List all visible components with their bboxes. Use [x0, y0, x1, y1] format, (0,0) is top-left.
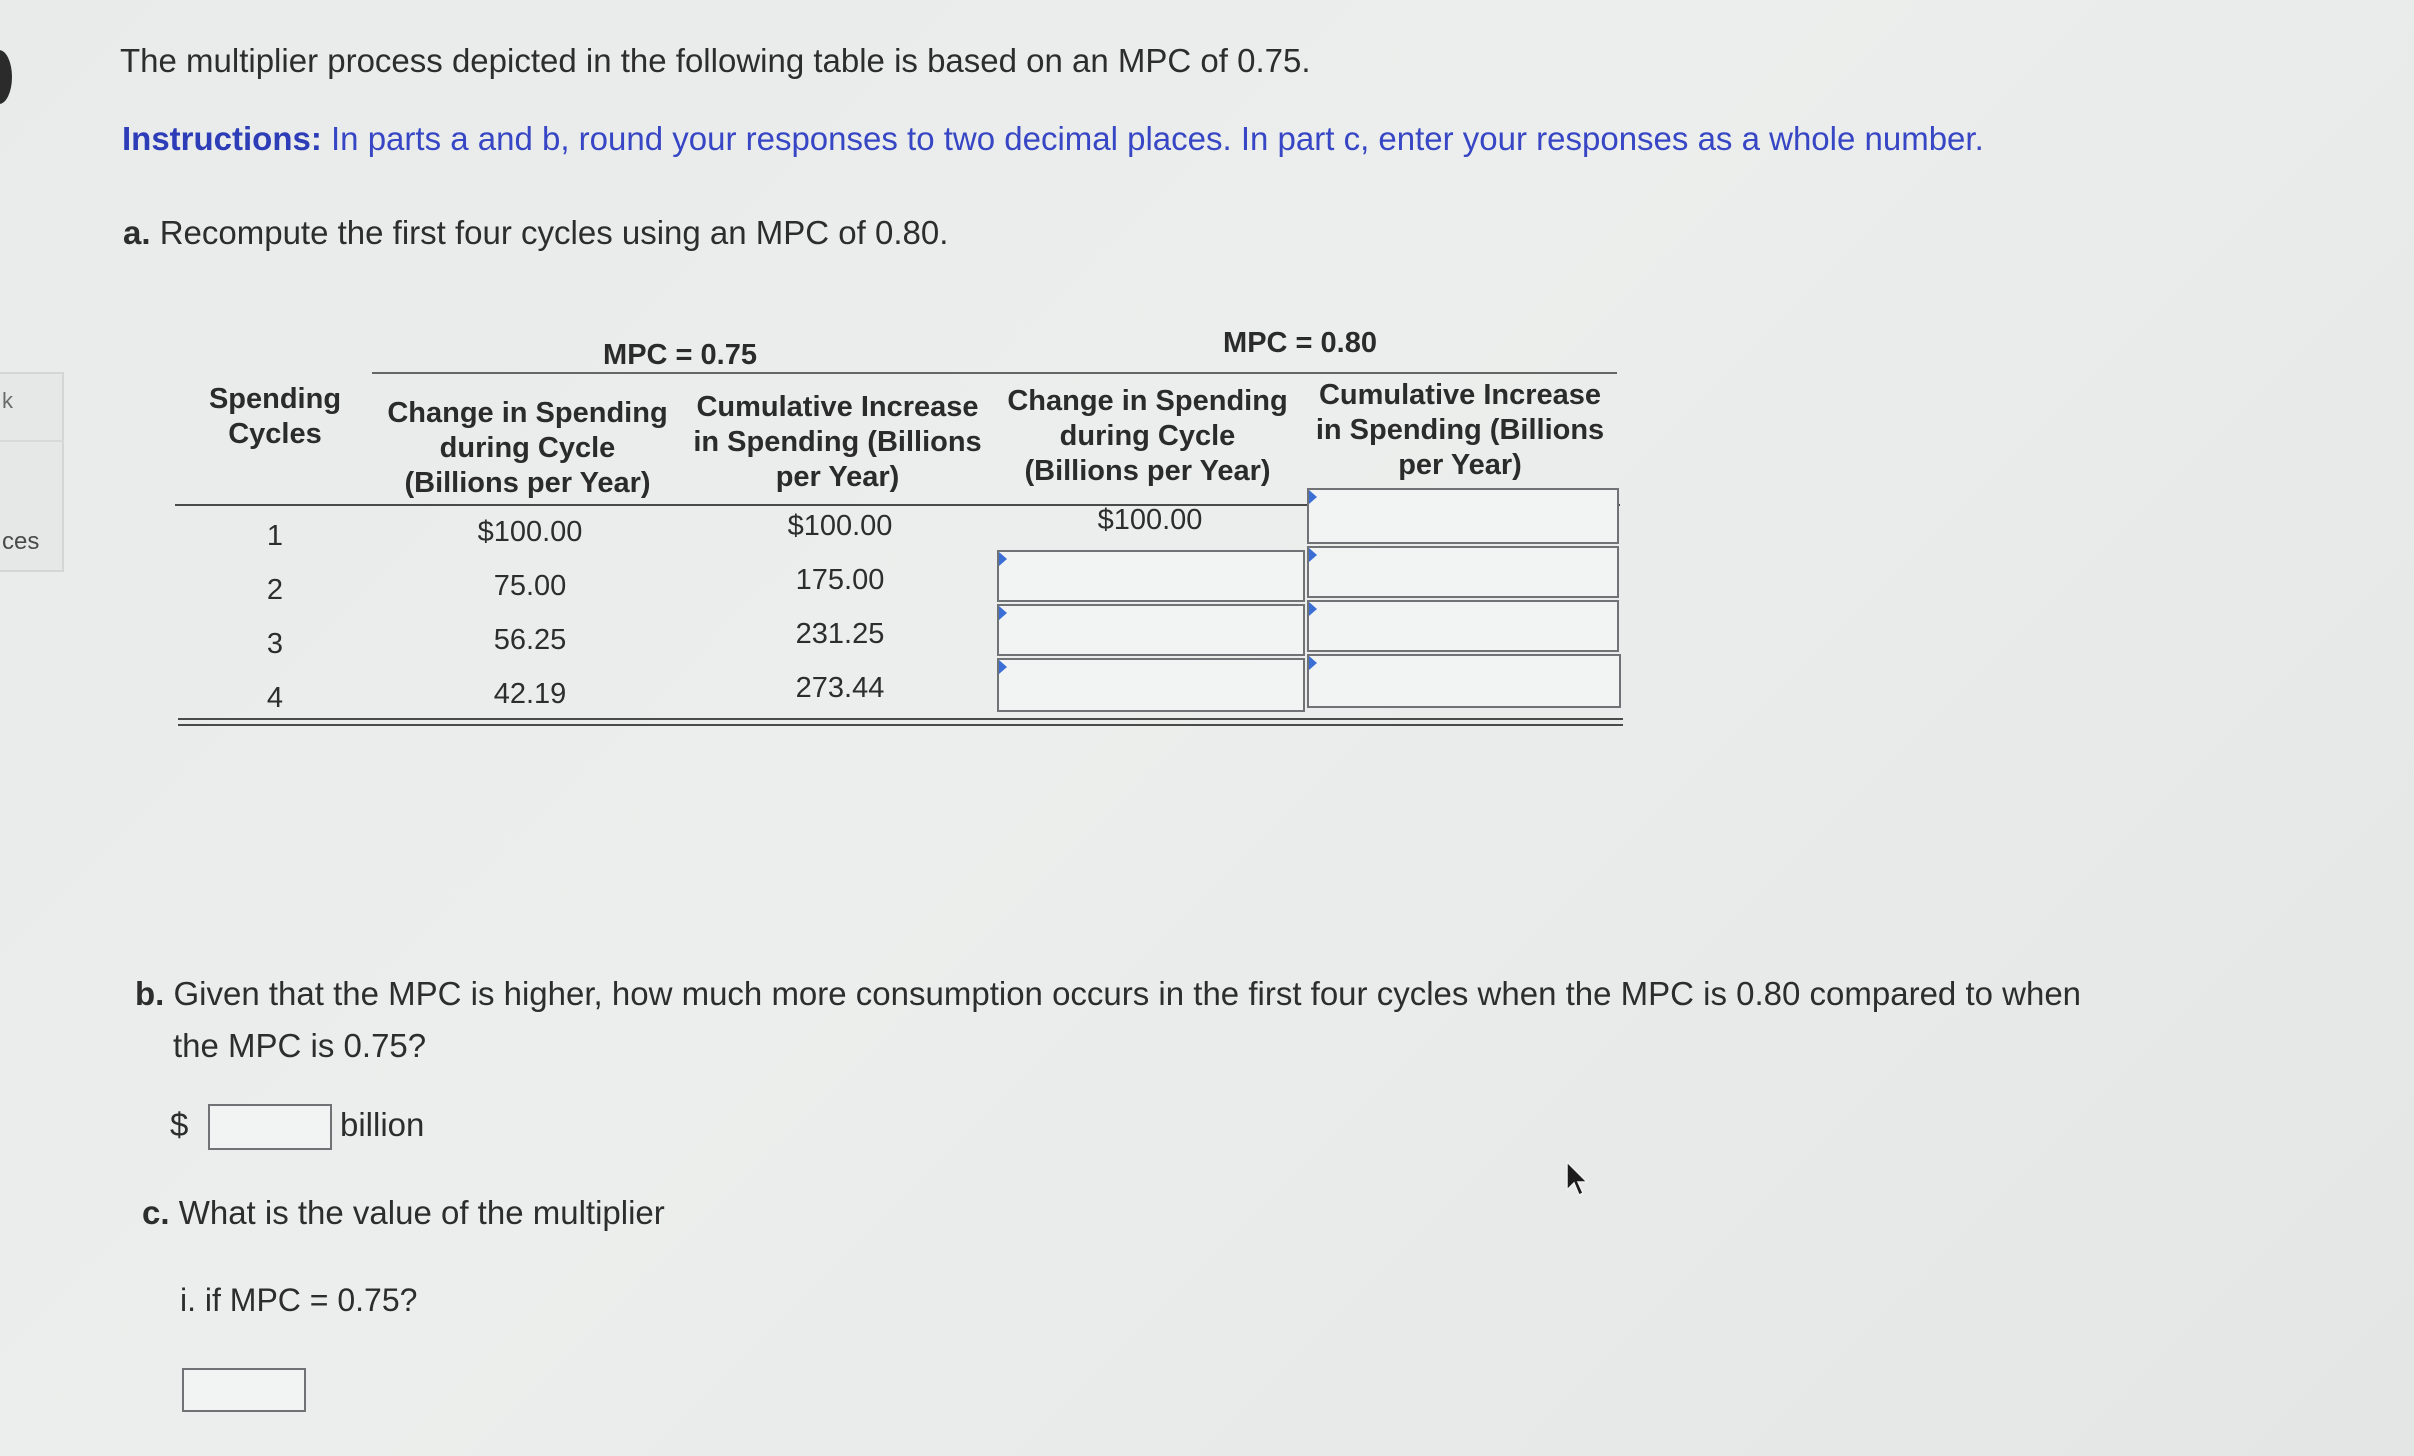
input-flag-icon — [1309, 548, 1317, 562]
part-b-text: Given that the MPC is higher, how much more consumption occurs in the first four cycles when the MPC is 0.80 compared to when — [164, 975, 2082, 1012]
part-b-line1 — [135, 968, 2081, 1020]
instructions-body: In parts a and b, round your responses to two decimal places. In part c, enter your responses as a whole number. — [321, 120, 1984, 157]
col-header-line: in Spending (Billions — [693, 426, 982, 458]
cell-change-075: 75.00 — [493, 570, 567, 602]
col-header-line: during Cycle — [439, 432, 616, 464]
col-header-change-080 — [995, 384, 1300, 489]
cell-change-075: 42.19 — [493, 678, 567, 710]
side-tab-label[interactable]: ces — [2, 528, 40, 555]
cell-change-080: $100.00 — [1097, 504, 1203, 536]
col-header-cycles — [180, 382, 370, 452]
col-header-line: per Year) — [775, 461, 900, 493]
cumulative-080-input-row1[interactable] — [1307, 488, 1619, 544]
radio-indicator — [0, 50, 12, 104]
input-flag-icon — [1309, 602, 1317, 616]
cell-cumulative-075: 231.25 — [795, 618, 885, 650]
col-header-change-075 — [375, 396, 680, 501]
change-080-input-row4[interactable] — [997, 658, 1305, 712]
col-header-line: per Year) — [1398, 449, 1522, 481]
side-tab-label[interactable]: k — [2, 388, 13, 413]
change-080-input-row2[interactable] — [997, 550, 1305, 602]
cumulative-080-input-row4[interactable] — [1307, 654, 1621, 708]
part-b-letter: b. — [135, 975, 165, 1012]
cumulative-080-input-row3[interactable] — [1307, 600, 1619, 652]
cumulative-080-input-row2[interactable] — [1307, 546, 1619, 598]
instructions-text — [122, 120, 1984, 158]
cell-change-075: 56.25 — [493, 624, 567, 656]
change-080-input-row3[interactable] — [997, 604, 1305, 656]
part-b-prompt — [135, 968, 2081, 1072]
col-header-cumulative-075 — [685, 390, 990, 495]
part-c-i-prompt: i. if MPC = 0.75? — [180, 1282, 418, 1318]
col-header-cycles-l2: Cycles — [228, 418, 322, 450]
col-header-cumulative-080 — [1305, 378, 1615, 483]
cell-cycle: 2 — [266, 574, 284, 606]
input-flag-icon — [1309, 656, 1317, 670]
question-intro: The multiplier process depicted in the following table is based on an MPC of 0.75. — [120, 42, 1311, 79]
mouse-cursor-icon — [1565, 1160, 1589, 1203]
col-header-line: Cumulative Increase — [696, 391, 979, 423]
part-c-letter: c. — [142, 1194, 170, 1231]
input-flag-icon — [999, 660, 1007, 674]
part-a-text: Recompute the first four cycles using an MPC of 0.80. — [150, 214, 949, 251]
input-flag-icon — [999, 606, 1007, 620]
col-header-line: in Spending (Billions — [1315, 414, 1605, 446]
cell-cycle: 3 — [266, 628, 284, 660]
cell-change-075: $100.00 — [477, 516, 583, 548]
side-tab-divider — [0, 440, 64, 442]
part-b-line2: the MPC is 0.75? — [173, 1027, 427, 1064]
input-flag-icon — [1309, 490, 1317, 504]
input-flag-icon — [999, 552, 1007, 566]
cell-cycle: 1 — [266, 520, 284, 552]
part-a-letter: a. — [123, 214, 151, 251]
col-header-line: (Billions per Year) — [1024, 455, 1271, 487]
unit-label: billion — [340, 1106, 425, 1143]
part-c-i-answer-input[interactable] — [182, 1368, 306, 1412]
col-header-line: during Cycle — [1059, 420, 1236, 452]
cell-cumulative-075: $100.00 — [787, 510, 893, 542]
part-b-answer-input[interactable] — [208, 1104, 332, 1150]
cell-cumulative-075: 273.44 — [795, 672, 885, 704]
instructions-label: Instructions: — [122, 120, 322, 157]
cell-cycle: 4 — [266, 682, 284, 714]
group-header-rule — [372, 372, 1617, 374]
currency-symbol: $ — [170, 1106, 189, 1143]
col-header-line: Cumulative Increase — [1318, 379, 1602, 411]
table-bottom-rule — [178, 718, 1623, 720]
col-header-line: (Billions per Year) — [404, 467, 651, 499]
part-a-prompt — [123, 214, 948, 252]
group-header-mpc-080: MPC = 0.80 — [1223, 327, 1377, 359]
col-header-line: Change in Spending — [1007, 385, 1288, 417]
part-c-text: What is the value of the multiplier — [169, 1194, 665, 1231]
cell-cumulative-075: 175.00 — [795, 564, 885, 596]
col-header-cycles-l1: Spending — [208, 383, 342, 415]
group-header-mpc-075: MPC = 0.75 — [603, 339, 757, 371]
part-c-prompt — [142, 1194, 665, 1232]
col-header-line: Change in Spending — [387, 397, 668, 429]
table-bottom-rule — [178, 724, 1623, 726]
